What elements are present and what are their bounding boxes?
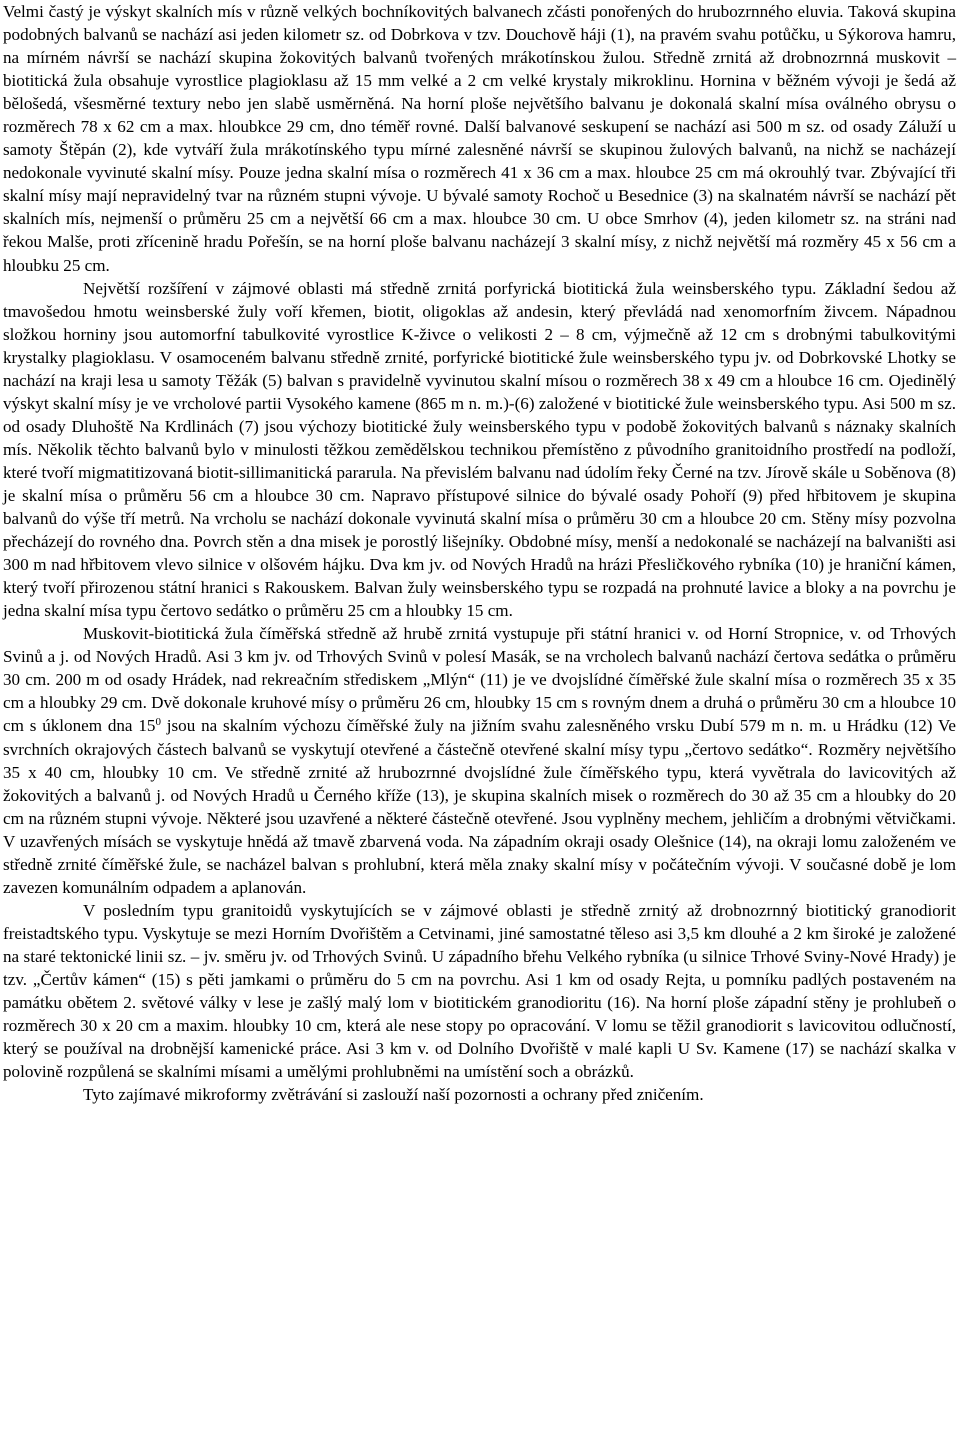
paragraph-freistadtsky-granodiorit [3, 899, 956, 1083]
paragraph-text: Muskovit-biotitická žula číměřská středně až hrubě zrnitá vystupuje při státní hranici v. od Horní Stropnice, v. od Trhových Svinů a j. od Nových Hradů. Asi 3 km jv. od Trhových Svinů v polesí Masák, se na vrcholech balvanů nachází čertova sedátka o průměru 30 cm. 200 m od osady Hrádek, nad rekreačním střediskem „Mlýn“ (11) je ve dvojslídné číměřské žule skalní mísa o rozměrech 35 x 35 cm a hloubky 29 cm. Dvě dokonale kruhové mísy o průměru 26 cm, hloubky 15 cm s rovným dnem a druhá o průměru 30 cm a hloubce 10 cm s úklonem dna 15 [3, 624, 956, 736]
paragraph-text-continued: jsou na skalním výchozu číměřské žuly na jižním svahu zalesněného vrsku Dubí 579 m n. m. u Hrádku (12) Ve svrchních okrajových částech balvanů se vyskytují otevřené a částečně otevřené skalní mísy typu „čertovo sedátko“. Rozměry největšího 35 x 40 cm, hloubky 10 cm. Ve středně zrnité až hrubozrnné dvojslídné žule číměřského typu, která vyvětrala do lavicovitých až žokovitých a balvanů j. od Nových Hradů u Černého kříže (13), je skupina skalních misek o rozměrech do 30 až 35 cm a hloubky do 20 cm na různém stupni vývoje. Některé jsou uzavřené a některé částečně otevřené. Jsou vyplněny mechem, jehličím a drobnými větvičkami. V uzavřených mísách se vyskytuje hnědá až tmavě zbarvená voda. Na západním okraji osady Olešnice (14), na okraji lomu založeném ve středně zrnité číměřské žule, se nacházel balvan s prohlubní, která měla znaky skalní mísy v počátečním vývoji. V současné době je lom zavezen komunálním odpadem a aplanován. [3, 716, 956, 897]
paragraph-skalni-misy-mrakotinska-zula [3, 0, 956, 277]
paragraph-text: Velmi častý je výskyt skalních mís v různě velkých bochníkovitých balvanech zčásti ponořených do hrubozrnného eluvia. Taková skupina podobných balvanů se nachází asi jeden kilometr sz. od Dobrkova v tzv. Douchově háji (1), na pravém svahu potůčku, u Sýkorova hamru, na mírném návrší se nachází skupina žokovitých balvanů tvořených mrákotínskou žulou. Středně zrnitá až drobnozrnná muskovit – biotitická žula obsahuje vyrostlice plagioklasu až 15 mm velké a 2 cm velké krystaly mikroklinu. Hornina v běžném vývoji je šedá až bělošedá, všesměrné textury nebo jen slabě usměrněná. Na horní ploše největšího balvanu je dokonalá skalní mísa oválného obrysu o rozměrech 78 x 62 cm a max. hloubkce 29 cm, dno téměř rovné. Další balvanové seskupení se nachází asi 500 m sz. od osady Záluží u samoty Štěpán (2), kde vytváří žula mrákotínského typu mírné zalesněné návrší se skupinou žulových balvanů, na nichž se nacházejí nedokonale vyvinuté skalní mísy. Pouze jedna skalní mísa o rozměrech 41 x 36 cm a max. hloubce 25 cm má okrouhlý tvar. Zbývající tři skalní mísy mají nepravidelný tvar na různém stupni vývoje. U bývalé samoty Rochoč u Besednice (3) na skalnatém návrší se nachází pět skalních mís, nejmenší o průměru 25 cm a největší 66 cm a max. hloubce 30 cm. U obce Smrhov (4), jeden kilometr sz. na stráni nad řekou Malše, proti zřícenině hradu Pořešín, se na horní ploše balvanu nacházejí 3 skalní mísy, z nichž největší má rozměry 45 x 56 cm a hloubku 25 cm. [3, 2, 956, 275]
degree-superscript: 0 [155, 716, 161, 729]
paragraph-weinsberska-zula [3, 277, 956, 623]
paragraph-text: V posledním typu granitoidů vyskytujících se v zájmové oblasti je středně zrnitý až drobnozrnný biotitický granodiorit freistadtského typu. Vyskytuje se mezi Horním Dvořištěm a Cetvinami, jiné samostatné těleso asi 3,5 km dlouhé a 2 km široké je založené na staré tektonické linii sz. – jv. směru jv. od Trhových Svinů. U západního břehu Velkého rybníka (u silnice Trhové Sviny-Nové Hrady) je tzv. „Čertův kámen“ (15) s pěti jamkami o průměru do 5 cm na povrchu. Asi 1 km od osady Rejta, u pomníku padlých postaveném na památku obětem 2. světové války v lese je zašlý malý lom v biotitickém granodioritu (16). Na horní ploše západní stěny je prohlubeň o rozměrech 30 x 20 cm a maxim. hloubky 10 cm, která ale nese stopy po opracování. V lomu se těžil granodiorit s lavicovitou odlučností, který se používal na drobnější kamenické práce. Asi 3 km v. od Dolního Dvořiště v malé kapli U Sv. Kamene (17) se nachází skalka v polovině rozpůlená se skalními mísami a umělými prohlubněmi na umístění soch a obrázků. [3, 900, 956, 1082]
paragraph-text: Největší rozšíření v zájmové oblasti má středně zrnitá porfyrická biotitická žula weinsberského typu. Základní šedou až tmavošedou hmotu weinsberské žuly voří křemen, biotit, oligoklas až andesin, který převládá nad xenomorfním živcem. Nápadnou složkou horniny jsou automorfní tabulkovité vyrostlice K-živce o velikosti 2 – 8 cm, výjmečně až 12 cm s drobnými tabulkovitými krystalky plagioklasu. V osamoceném balvanu středně zrnité, porfyrické biotitické žule weinsberského typu jv. od Dobrkovské Lhotky se nachází na kraji lesa u samoty Těžák (5) balvan s pravidelně vyvinutou skalní mísou o rozměrech 38 x 49 cm a hloubce 16 cm. Ojedinělý výskyt skalní mísy je ve vrcholové partii Vysokého kamene (865 m n. m.)-(6) založené v biotitické žule weinsberského typu. Asi 500 m sz. od osady Dluhoště Na Krdlinách (7) jsou výchozy biotitické žuly weinsberského typu v podobě žokovitých balvanů s náznaky skalních mís. Několik těchto balvanů bylo v minulosti těžkou zemědělskou technikou přemístěno z původního granitoidního prostředí na podloží, které tvoří migmatitizovaná biotit-sillimanitická pararula. Na převislém balvanu nad údolím řeky Černé na tzv. Jírově skále u Soběnova (8) je skalní mísa o průměru 56 cm a hloubce 30 cm. Napravo přístupové silnice do bývalé osady Pohoří (9) před hřbitovem je skupina balvanů do výše tří metrů. Na vrcholu se nachází dokonale vyvinutá skalní mísa o průměru 30 cm a hloubce 20 cm. Stěny mísy pozvolna přecházejí do rovného dna. Povrch stěn a dna misek je porostlý lišejníky. Obdobné mísy, menší a nedokonalé se nacházejí na balvaništi asi 300 m nad hřbitovem vlevo silnice v olšovém hájku. Dva km jv. od Nových Hradů na hrázi Přesličkového rybníka (10) je hraniční kámen, který tvoří přirozenou státní hranici s Rakouskem. Balvan žuly weinsberského typu se rozpadá na prohnuté lavice a bloky a na povrchu je jedna skalní mísa typu čertovo sedátko o průměru 25 cm a hloubky 15 cm. [3, 278, 956, 621]
paragraph-cimerska-zula [3, 622, 956, 899]
paragraph-text: Tyto zajímavé mikroformy zvětrávání si zaslouží naší pozornosti a ochrany před zničením. [83, 1085, 704, 1105]
paragraph-closing-sentence [3, 1083, 956, 1106]
